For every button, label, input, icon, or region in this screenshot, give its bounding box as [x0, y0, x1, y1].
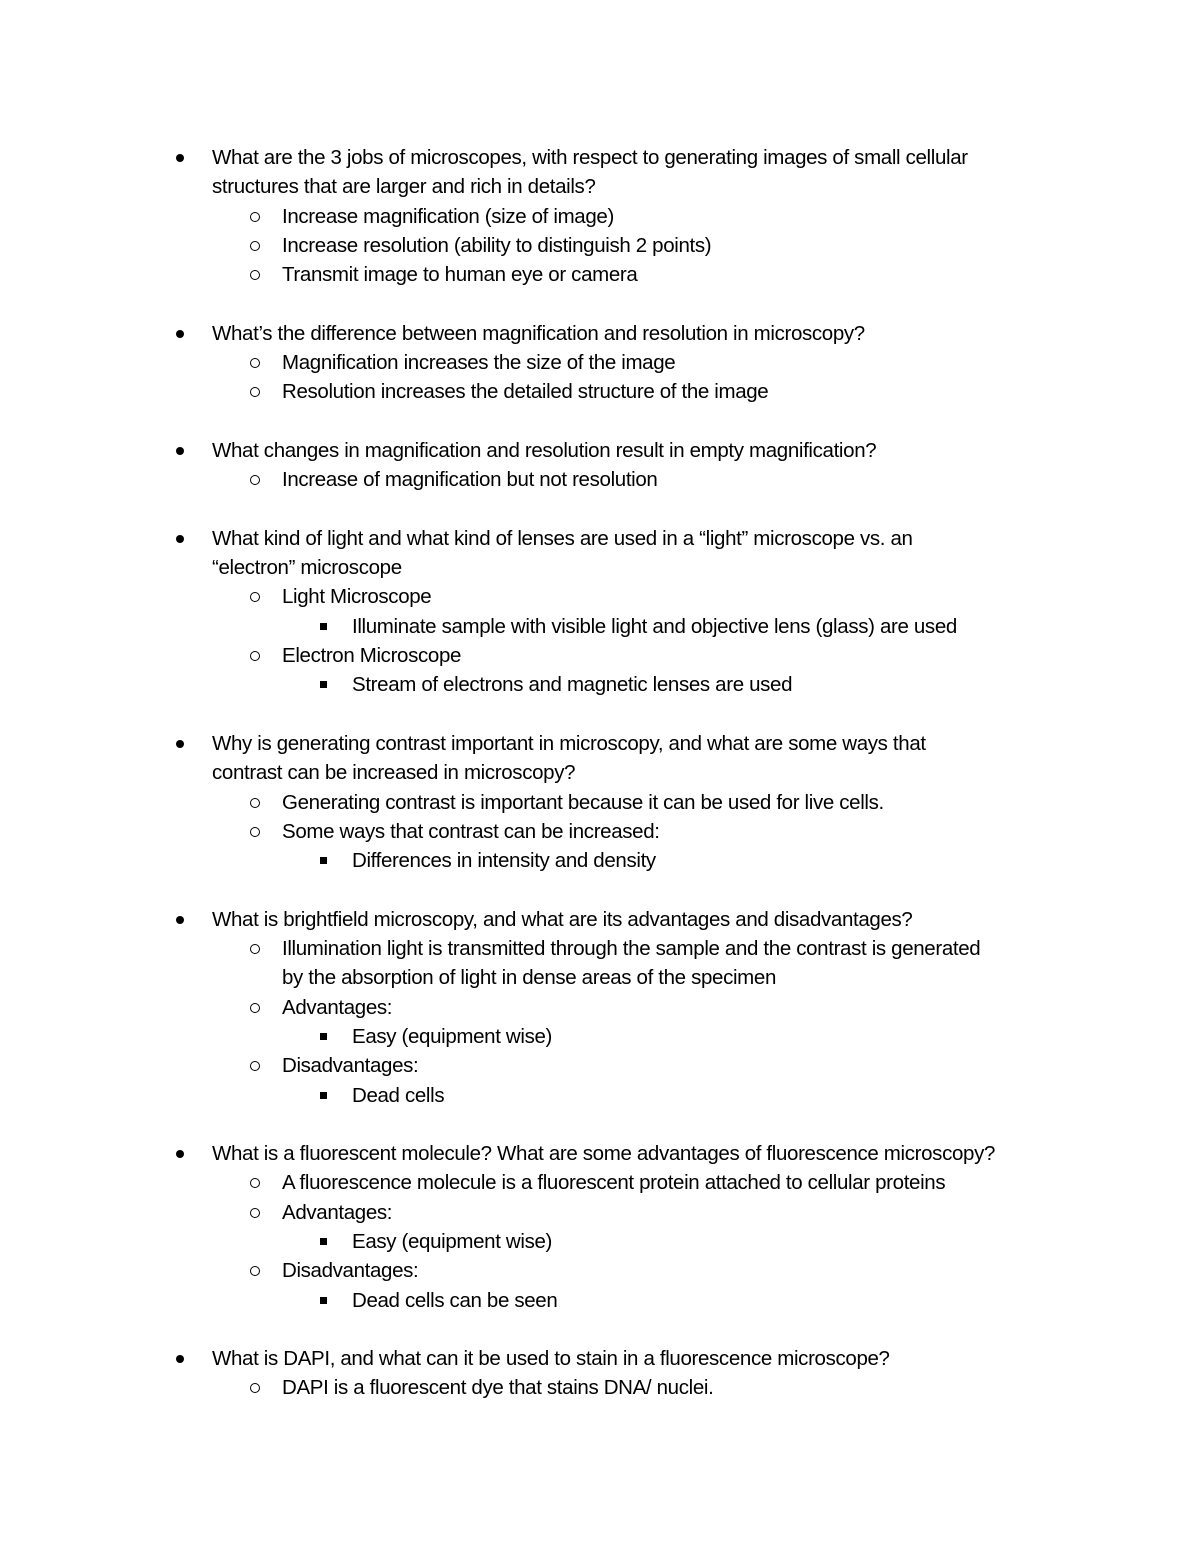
- section-spacer: [0, 875, 1200, 904]
- answer-item: [0, 1256, 1200, 1285]
- answer-item-text: Advantages:: [282, 1200, 393, 1224]
- answer-item-text: Some ways that contrast can be increased:: [282, 819, 660, 843]
- answer-subitem-text: Illuminate sample with visible light and objective lens (glass) are used: [352, 614, 957, 638]
- answer-item: [0, 993, 1200, 1022]
- answer-item: [0, 202, 1200, 231]
- answer-item-text: by the absorption of light in dense areas of the specimen: [282, 966, 777, 990]
- answer-item: [0, 934, 1200, 963]
- answer-item: [0, 231, 1200, 260]
- answer-item: [0, 260, 1200, 289]
- question-line: [0, 524, 1200, 553]
- question-line-text: What are the 3 jobs of microscopes, with respect to generating images of small cellular: [212, 146, 968, 169]
- question-line-text: What is brightfield microscopy, and what are its advantages and disadvantages?: [212, 907, 913, 931]
- answer-item-text: Disadvantages:: [282, 1054, 419, 1078]
- question-list: [0, 143, 1200, 1403]
- answer-subitem-text: Differences in intensity and density: [352, 849, 656, 873]
- answer-item-text: Generating contrast is important because it can be used for live cells.: [282, 790, 884, 814]
- answer-subitem: [0, 1081, 1200, 1110]
- answer-item-text: Disadvantages:: [282, 1259, 419, 1283]
- question-line-text: What kind of light and what kind of lenses are used in a “light” microscope vs. an: [212, 526, 913, 550]
- answer-subitem-text: Dead cells can be seen: [352, 1288, 558, 1312]
- question-line: [0, 436, 1200, 465]
- section-spacer: [0, 1315, 1200, 1344]
- answer-item-text: Transmit image to human eye or camera: [282, 263, 638, 287]
- question-line: [0, 905, 1200, 934]
- answer-item: [0, 641, 1200, 670]
- answer-subitem: [0, 1227, 1200, 1256]
- answer-subitem: [0, 670, 1200, 699]
- question-line-text: contrast can be increased in microscopy?: [212, 761, 576, 785]
- question-line-text: structures that are larger and rich in details?: [212, 175, 596, 199]
- question-line: [0, 143, 1200, 172]
- question-line-text: What’s the difference between magnification and resolution in microscopy?: [212, 321, 865, 345]
- answer-item: [0, 1198, 1200, 1227]
- answer-item: [0, 788, 1200, 817]
- answer-subitem-text: Easy (equipment wise): [352, 1229, 553, 1253]
- question-line: [0, 553, 1200, 582]
- answer-subitem-text: Dead cells: [352, 1083, 445, 1107]
- section-spacer: [0, 1110, 1200, 1139]
- answer-item: [0, 1168, 1200, 1197]
- answer-item-text: Resolution increases the detailed structure of the image: [282, 380, 769, 404]
- section-spacer: [0, 495, 1200, 524]
- answer-item-text: Electron Microscope: [282, 644, 462, 668]
- question-line: [0, 1139, 1200, 1168]
- answer-item-text: Increase resolution (ability to distinguish 2 points): [282, 233, 712, 257]
- answer-subitem: [0, 1022, 1200, 1051]
- question-line: [0, 319, 1200, 348]
- answer-subitem-text: Easy (equipment wise): [352, 1024, 553, 1048]
- question-line: [0, 172, 1200, 201]
- answer-item-text: Illumination light is transmitted through the sample and the contrast is generated: [282, 937, 981, 961]
- answer-item: [0, 582, 1200, 611]
- answer-item-text: Increase magnification (size of image): [282, 204, 614, 228]
- answer-subitem: [0, 612, 1200, 641]
- question-line: [0, 1344, 1200, 1373]
- answer-item: [0, 377, 1200, 406]
- question-line-text: What is DAPI, and what can it be used to stain in a fluorescence microscope?: [212, 1347, 890, 1371]
- question-line-text: What is a fluorescent molecule? What are some advantages of fluorescence microscopy?: [212, 1142, 996, 1166]
- answer-item-text: Increase of magnification but not resolution: [282, 468, 658, 492]
- question-line: [0, 758, 1200, 787]
- answer-item: [0, 1051, 1200, 1080]
- answer-item-text: DAPI is a fluorescent dye that stains DNA/ nuclei.: [282, 1376, 714, 1400]
- answer-item-text: Advantages:: [282, 995, 393, 1019]
- answer-item: [0, 1373, 1200, 1402]
- answer-item-text: Magnification increases the size of the image: [282, 351, 676, 375]
- answer-item-text: Light Microscope: [282, 585, 432, 609]
- answer-subitem: [0, 846, 1200, 875]
- question-line: [0, 729, 1200, 758]
- answer-subitem-text: Stream of electrons and magnetic lenses are used: [352, 673, 793, 697]
- question-line-text: Why is generating contrast important in microscopy, and what are some ways that: [212, 731, 926, 755]
- section-spacer: [0, 289, 1200, 318]
- section-spacer: [0, 700, 1200, 729]
- answer-item-text: A fluorescence molecule is a fluorescent protein attached to cellular proteins: [282, 1171, 946, 1195]
- question-line-text: “electron” microscope: [212, 556, 402, 580]
- answer-item: [0, 348, 1200, 377]
- section-spacer: [0, 407, 1200, 436]
- answer-item: [0, 963, 1200, 992]
- answer-subitem: [0, 1286, 1200, 1315]
- answer-item: [0, 465, 1200, 494]
- answer-item: [0, 817, 1200, 846]
- question-line-text: What changes in magnification and resolution result in empty magnification?: [212, 438, 877, 462]
